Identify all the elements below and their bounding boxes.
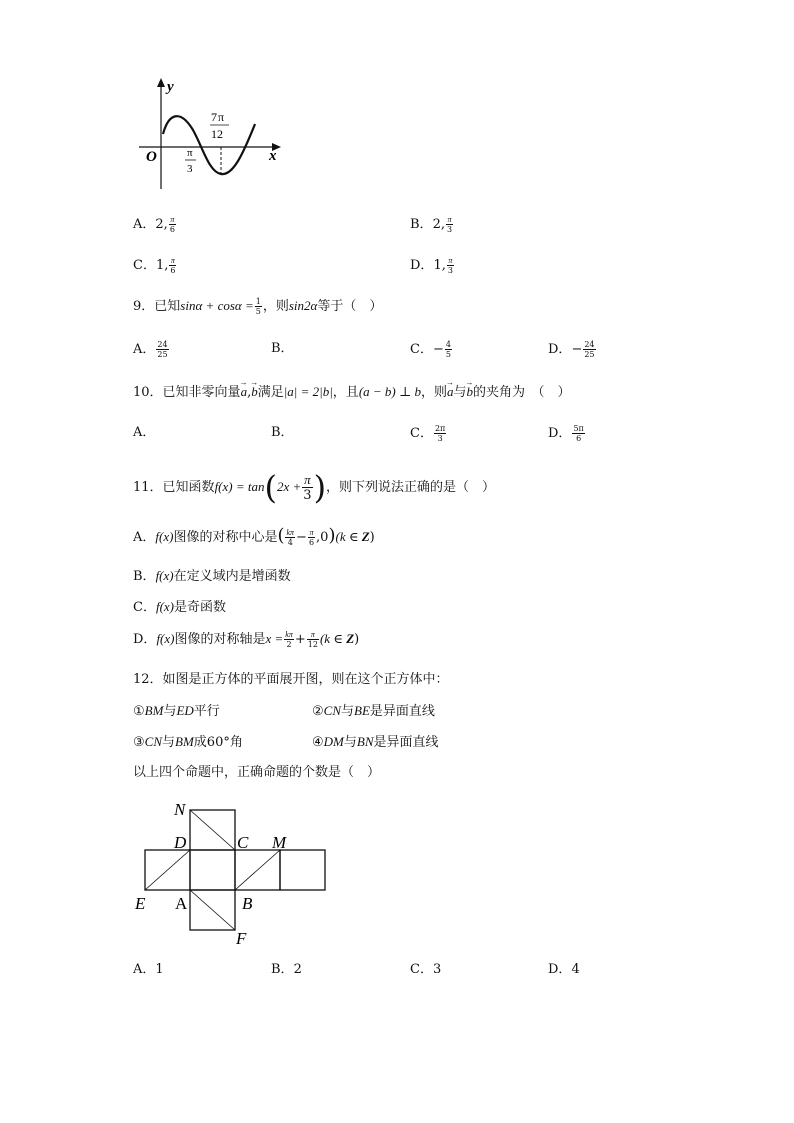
num: π [170, 256, 175, 265]
diag-left [145, 850, 190, 890]
q12-statement-3 [133, 733, 243, 752]
cube-net [132, 798, 332, 950]
text: 已知函数 [162, 480, 215, 495]
num: 4 [445, 340, 451, 349]
x-axis-label: x [269, 148, 277, 164]
q9-option-d[interactable] [548, 340, 597, 359]
line: ED [176, 703, 194, 718]
den: 12 [307, 640, 318, 649]
num: π [309, 528, 314, 537]
q11-option-d[interactable] [133, 630, 359, 649]
label-a: A [175, 894, 188, 913]
text: 是异面直线 [373, 735, 439, 750]
fraction [156, 340, 168, 359]
text: 已知非零向量 [162, 385, 241, 400]
text: 平行 [193, 704, 220, 719]
function: f(x) [155, 568, 174, 583]
text: ，则 [262, 299, 289, 314]
den: 3 [446, 225, 453, 234]
left-paren: ( [264, 468, 277, 507]
q12-option-c[interactable] [410, 961, 441, 979]
value: 4 [571, 962, 580, 977]
option-letter: B． [410, 217, 433, 232]
vector-a: → a [447, 383, 454, 401]
q8-option-b[interactable]: B．2, $\frac{\pi}{3}$ [410, 215, 453, 234]
den: 6 [576, 434, 582, 443]
fraction [285, 528, 295, 547]
den: 6 [308, 538, 315, 547]
fraction [434, 424, 446, 443]
den: 25 [157, 350, 168, 359]
line: BN [356, 734, 374, 749]
den: 6 [170, 266, 176, 275]
expression: sinα + cosα = [180, 298, 254, 313]
value: 2 [432, 217, 441, 232]
label-b: B [242, 894, 253, 913]
text: 在定义域内是增函数 [173, 569, 291, 584]
q10-option-c[interactable] [410, 424, 447, 443]
num: π [170, 215, 175, 224]
equation: x = [265, 631, 284, 646]
num: 1 [255, 297, 261, 306]
num: 5π [573, 424, 584, 433]
num: π [307, 630, 319, 640]
q12-statement-4 [312, 733, 439, 752]
line: CN [323, 703, 341, 718]
fraction [445, 340, 452, 359]
q11-option-b[interactable] [133, 567, 291, 586]
den: 2 [286, 640, 292, 649]
label-f: F [236, 929, 247, 948]
sine-curve [163, 116, 255, 174]
condition: (k ∈ [319, 631, 347, 646]
option-letter: B． [271, 425, 294, 440]
tick-pi3-num: π [187, 147, 193, 159]
text: 与 [163, 704, 177, 719]
value: 1 [155, 962, 164, 977]
tick-7pi-num-pi: π [218, 110, 225, 124]
question-number: 12． [133, 672, 163, 687]
diag-right1 [235, 850, 280, 890]
text: 是异面直线 [369, 704, 435, 719]
option-letter: B． [271, 962, 294, 977]
fraction [572, 424, 584, 443]
line: DM [323, 734, 344, 749]
q12-option-b[interactable] [271, 961, 302, 979]
num: kπ [286, 528, 295, 537]
q8-option-d[interactable]: D．1, $\frac{\pi}{3}$ [410, 256, 453, 275]
integer-set: Z [361, 529, 370, 544]
option-letter: B． [271, 341, 294, 356]
den: 3 [437, 434, 443, 443]
den: 5 [445, 350, 451, 359]
label-m: M [272, 833, 287, 852]
value: 2 [293, 962, 302, 977]
option-letter: C． [410, 342, 433, 357]
den: 3 [447, 266, 453, 275]
mark: ① [133, 704, 145, 719]
fraction [302, 472, 312, 503]
num: π [447, 215, 452, 224]
text: 成60°角 [193, 735, 243, 750]
expression: sin2α [288, 298, 318, 313]
fraction [447, 256, 454, 275]
function: f(x) [155, 599, 174, 614]
label-e: E [135, 894, 146, 913]
function: f(x) [156, 631, 175, 646]
value: 1 [155, 258, 165, 273]
net-square-right2 [280, 850, 325, 890]
fraction [307, 630, 319, 649]
minus-sign: − [432, 342, 444, 357]
option-letter: A． [133, 217, 156, 232]
num: kπ [285, 630, 293, 639]
num: 2π [434, 424, 446, 433]
value: 2 [155, 217, 164, 232]
label-n: N [174, 800, 186, 819]
num: 24 [157, 340, 168, 349]
text: 满足 [257, 385, 284, 400]
q11-option-c[interactable] [133, 598, 226, 617]
tick-7pi-den: 12 [211, 127, 223, 141]
q12-option-a[interactable] [133, 961, 164, 979]
origin-label: O [146, 149, 157, 165]
diag-top [190, 810, 235, 850]
y-axis-label: y [167, 79, 174, 95]
den: 4 [287, 538, 293, 547]
text: 与 [162, 735, 176, 750]
q9-option-c[interactable] [410, 340, 453, 359]
right-paren: ) [328, 525, 336, 546]
q10-option-d[interactable] [548, 424, 586, 443]
option-letter: A． [133, 962, 156, 977]
num: π [448, 256, 453, 265]
sine-graph [135, 74, 285, 194]
fraction [308, 528, 315, 547]
text: 图像的对称中心是 [173, 530, 278, 545]
diag-bottom [190, 890, 235, 930]
text: 图像的对称轴是 [174, 632, 266, 647]
function: f(x) = tan [214, 479, 265, 494]
option-letter: D． [548, 342, 572, 357]
close: ) [369, 530, 375, 545]
function: f(x) [155, 529, 174, 544]
q12-stem [133, 671, 449, 689]
question-number: 10． [133, 385, 163, 400]
q12-question [133, 764, 380, 782]
option-letter: C． [410, 426, 433, 441]
num: 24 [584, 340, 595, 349]
q9-stem [133, 297, 382, 316]
text: 如图是正方体的平面展开图，则在这个正方体中： [162, 672, 449, 687]
text: 等于（ ） [317, 299, 383, 314]
text: ，则下列说法正确的是（ ） [326, 480, 496, 495]
q11-option-a[interactable] [133, 527, 375, 547]
y-axis-arrow [157, 78, 165, 87]
vector-b: → b [467, 383, 474, 401]
num: π [304, 472, 311, 487]
q8-option-c[interactable]: C．1, $\frac{\pi}{6}$ [133, 256, 176, 275]
text: 已知 [154, 299, 181, 314]
option-letter: A． [133, 530, 156, 545]
q10-option-a[interactable] [133, 424, 155, 442]
q11-stem [133, 468, 495, 507]
label-c: C [237, 833, 249, 852]
q9-option-b[interactable] [271, 340, 294, 358]
value: 3 [432, 962, 442, 977]
mark: ③ [133, 735, 145, 750]
inner-expression: 2x + [276, 479, 302, 494]
fraction [255, 297, 262, 316]
q10-stem: 10．已知非零向量→ a,→ b满足|a| = 2|b|，且(a − b) ⊥ b，则→ a与→ b的夹角为 （ ） [133, 383, 571, 402]
q12-statement-1 [133, 702, 220, 721]
text: 与 [341, 704, 355, 719]
den: 25 [584, 350, 595, 359]
left-paren: ( [277, 525, 285, 546]
tail: ,0 [316, 530, 329, 545]
condition: |a| = 2|b| [283, 384, 333, 399]
plus: + [294, 632, 306, 647]
right-paren: ) [313, 468, 327, 507]
line: BE [354, 703, 370, 718]
option-letter: C． [133, 600, 156, 615]
minus: − [296, 530, 307, 545]
option-letter: D． [133, 632, 157, 647]
option-letter: A． [133, 425, 156, 440]
text: 以上四个命题中，正确命题的个数是（ ） [133, 765, 381, 780]
label-d: D [174, 833, 187, 852]
tick-pi3-den: 3 [187, 163, 193, 175]
fraction [583, 340, 595, 359]
question-number: 9． [133, 299, 155, 314]
q8-option-a[interactable]: A．2, $\frac{\pi}{6}$ [133, 215, 175, 234]
den: 3 [303, 488, 312, 503]
line: CN [144, 734, 162, 749]
option-letter: B． [133, 569, 156, 584]
text: ，则 [420, 385, 447, 400]
den: 6 [169, 225, 175, 234]
mark: ④ [312, 735, 324, 750]
vector-a: → a [241, 383, 248, 401]
q9-option-a[interactable] [133, 340, 170, 359]
text: 的夹角为 （ ） [473, 385, 571, 400]
fraction [169, 215, 176, 234]
q10-option-b[interactable] [271, 424, 294, 442]
option-letter: D． [410, 258, 434, 273]
tick-7pi-num-7: 7 [211, 110, 217, 124]
option-letter: C． [133, 258, 156, 273]
line: BM [175, 734, 194, 749]
net-square-center [190, 850, 235, 890]
vector-b: → b [251, 383, 258, 401]
option-letter: A． [133, 342, 156, 357]
q12-option-d[interactable] [548, 961, 580, 979]
option-letter: D． [548, 962, 572, 977]
option-letter: C． [410, 962, 433, 977]
text: ，且 [332, 385, 359, 400]
text: 与 [453, 385, 467, 400]
close: ) [354, 632, 360, 647]
den: 5 [255, 307, 261, 316]
condition: (k ∈ [335, 529, 362, 544]
q12-statement-2 [312, 702, 435, 721]
fraction [446, 215, 453, 234]
line: BM [144, 703, 164, 718]
question-number: 11． [133, 480, 163, 495]
fraction [169, 256, 176, 275]
integer-set: Z [346, 631, 355, 646]
mark: ② [312, 704, 324, 719]
condition: (a − b) ⊥ b [358, 384, 421, 399]
text: 与 [343, 735, 357, 750]
value: 1 [433, 258, 442, 273]
minus-sign: − [571, 342, 583, 357]
text: 是奇函数 [174, 600, 227, 615]
fraction [284, 630, 294, 649]
option-letter: D． [548, 426, 572, 441]
